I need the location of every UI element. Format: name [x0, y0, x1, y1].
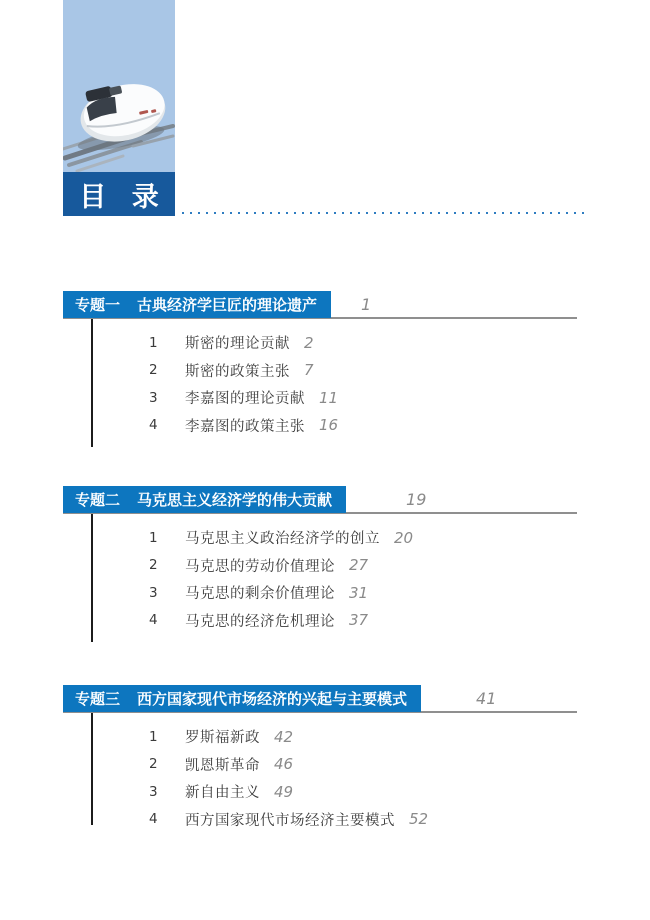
item-page-number: 7 — [304, 361, 314, 380]
toc-item — [63, 384, 603, 412]
section-page-number: 41 — [476, 689, 497, 708]
train-photo-icon — [63, 0, 175, 172]
toc-item — [63, 412, 603, 440]
page-title — [63, 172, 175, 216]
item-page-number: 46 — [274, 755, 294, 774]
dotted-rule — [182, 212, 584, 214]
toc-section-2 — [63, 486, 603, 634]
section-vertical-rule — [91, 318, 93, 447]
page-title-text: 目 录 — [79, 181, 167, 213]
item-page-number: 20 — [394, 528, 414, 547]
item-number: 2 — [149, 362, 158, 379]
item-page-number: 49 — [274, 782, 294, 801]
section-items — [63, 723, 603, 833]
section-label: 专题二 — [75, 491, 121, 509]
item-page-number: 16 — [319, 416, 339, 435]
section-header-bar — [63, 486, 346, 513]
item-title: 马克思的劳动价值理论 — [185, 558, 335, 575]
toc-item — [63, 723, 603, 751]
section-header — [63, 685, 603, 712]
item-page-number: 42 — [274, 727, 294, 746]
section-header-bar — [63, 291, 331, 318]
item-title: 罗斯福新政 — [185, 730, 260, 747]
section-page-number: 1 — [361, 295, 372, 314]
section-items — [63, 329, 603, 439]
item-number: 2 — [149, 756, 158, 773]
item-title: 马克思的剩余价值理论 — [185, 586, 335, 603]
item-title: 西方国家现代市场经济主要模式 — [185, 812, 395, 829]
item-title: 斯密的政策主张 — [185, 363, 290, 380]
item-number: 3 — [149, 584, 158, 601]
section-title: 西方国家现代市场经济的兴起与主要模式 — [137, 690, 408, 708]
toc-item — [63, 357, 603, 385]
item-title: 李嘉图的政策主张 — [185, 418, 305, 435]
section-header — [63, 486, 603, 513]
item-number: 3 — [149, 389, 158, 406]
item-number: 3 — [149, 783, 158, 800]
item-number: 1 — [149, 334, 158, 351]
section-title: 马克思主义经济学的伟大贡献 — [137, 491, 333, 509]
item-number: 2 — [149, 557, 158, 574]
toc-item — [63, 524, 603, 552]
item-title: 斯密的理论贡献 — [185, 336, 290, 353]
item-title: 新自由主义 — [185, 785, 260, 802]
item-title: 李嘉图的理论贡献 — [185, 391, 305, 408]
toc-item — [63, 552, 603, 580]
item-number: 4 — [149, 417, 158, 434]
item-title: 凯恩斯革命 — [185, 757, 260, 774]
section-page-number: 19 — [406, 490, 427, 509]
section-header — [63, 291, 603, 318]
section-vertical-rule — [91, 513, 93, 642]
toc-item — [63, 607, 603, 635]
section-header-bar — [63, 685, 421, 712]
toc-item — [63, 579, 603, 607]
toc-item — [63, 751, 603, 779]
item-page-number: 37 — [349, 611, 369, 630]
section-label: 专题一 — [75, 296, 121, 314]
toc-item — [63, 778, 603, 806]
toc-section-3 — [63, 685, 603, 833]
item-page-number: 11 — [319, 388, 339, 407]
item-page-number: 31 — [349, 583, 369, 602]
train-photo — [63, 0, 175, 172]
section-vertical-rule — [91, 712, 93, 825]
item-page-number: 52 — [409, 810, 429, 829]
item-page-number: 2 — [304, 333, 314, 352]
section-items — [63, 524, 603, 634]
item-number: 1 — [149, 728, 158, 745]
item-page-number: 27 — [349, 556, 369, 575]
toc-item — [63, 329, 603, 357]
toc-section-1 — [63, 291, 603, 439]
section-label: 专题三 — [75, 690, 121, 708]
section-title: 古典经济学巨匠的理论遗产 — [137, 296, 318, 314]
item-number: 1 — [149, 529, 158, 546]
item-title: 马克思的经济危机理论 — [185, 613, 335, 630]
toc-item — [63, 806, 603, 834]
item-number: 4 — [149, 612, 158, 629]
item-title: 马克思主义政治经济学的创立 — [185, 531, 380, 548]
item-number: 4 — [149, 811, 158, 828]
